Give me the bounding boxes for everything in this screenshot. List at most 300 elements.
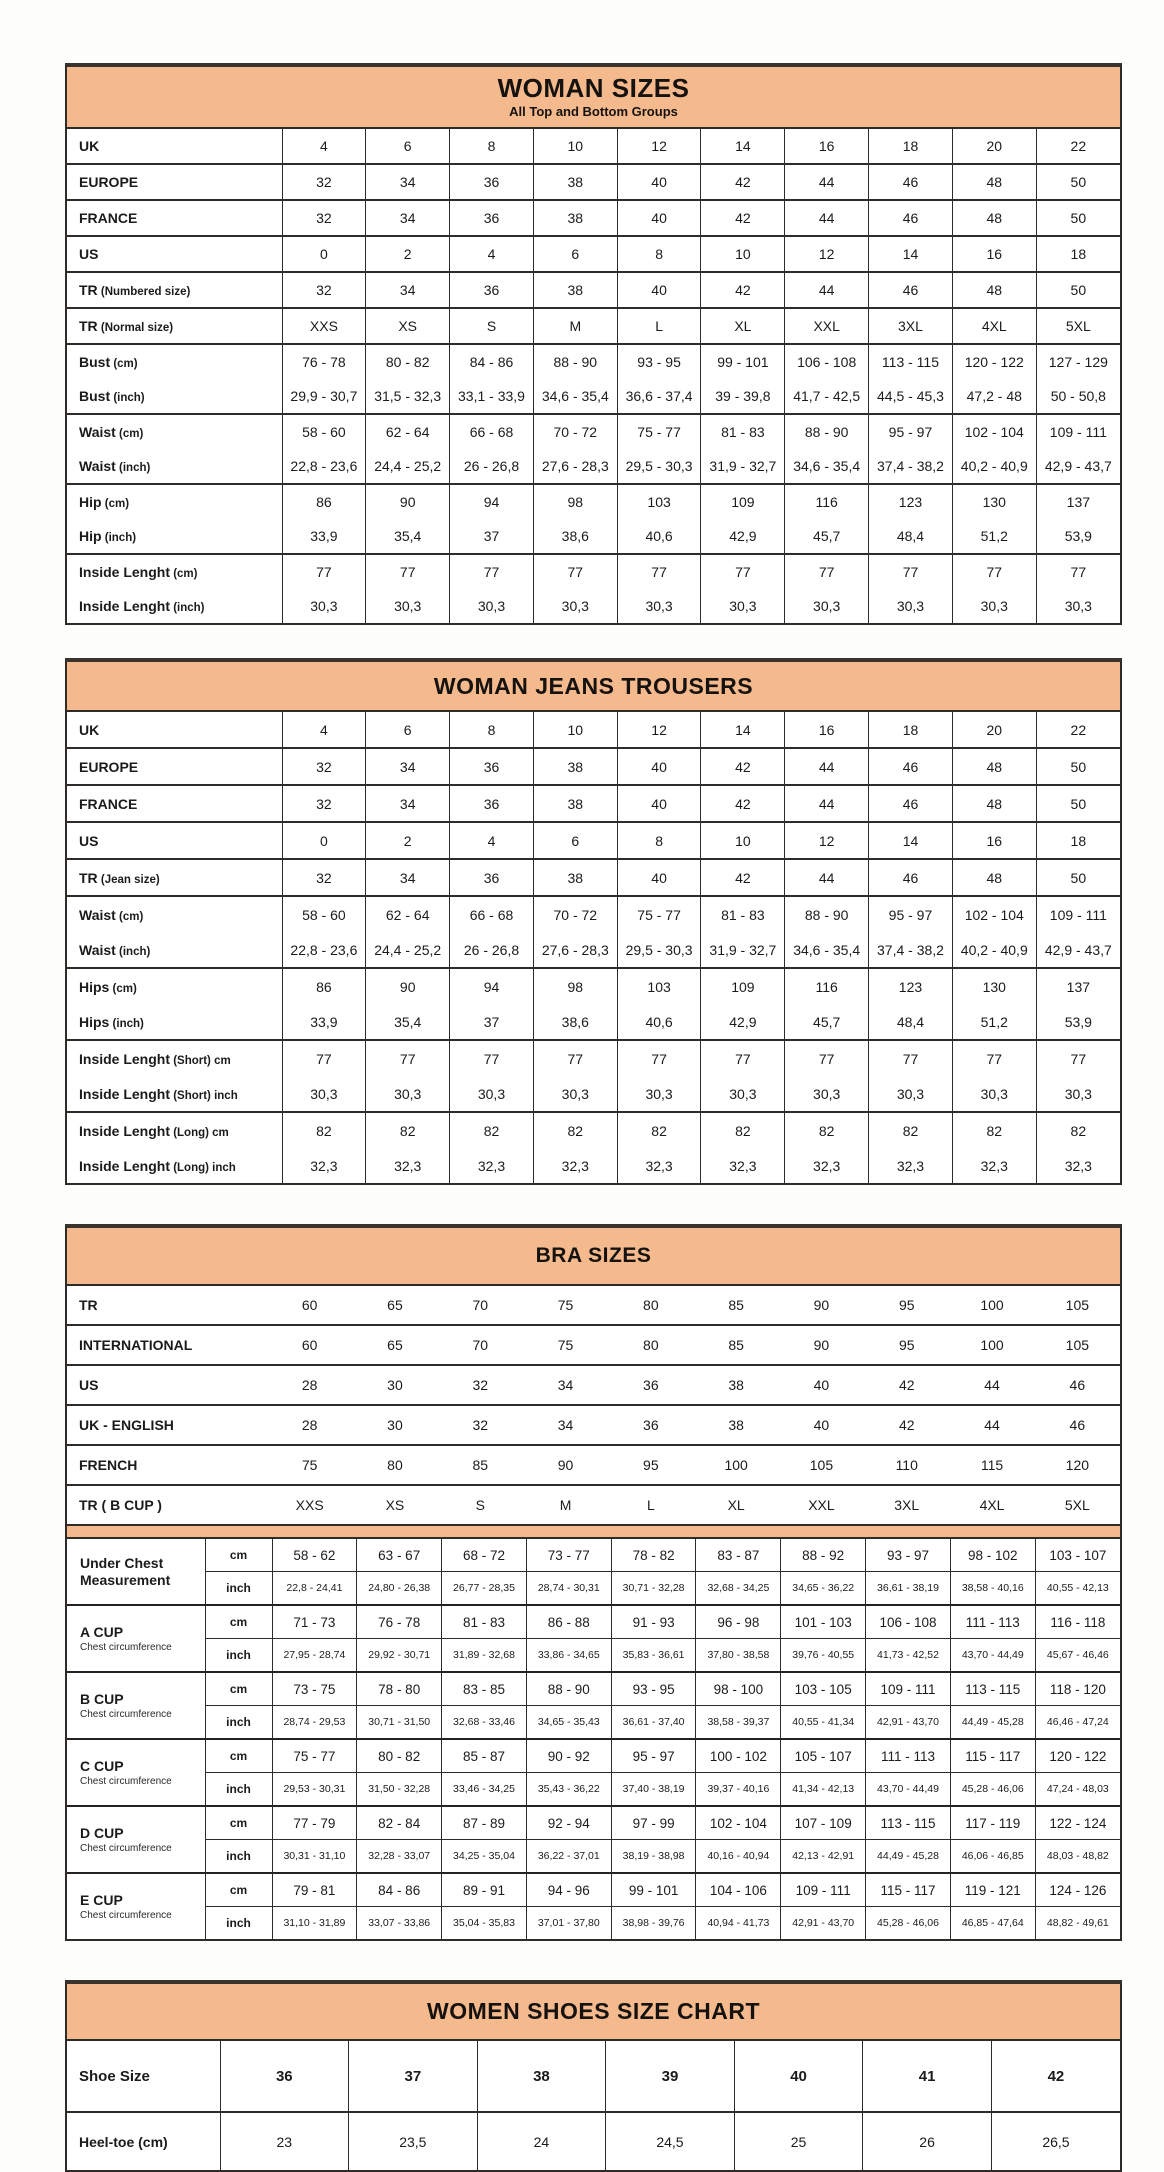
size-value: 42: [701, 748, 785, 785]
size-value: 33,86 - 34,65: [526, 1639, 611, 1673]
size-value: 33,9: [282, 519, 366, 554]
size-value: 37: [450, 519, 534, 554]
size-value: 46: [1035, 1405, 1120, 1445]
size-value: 42: [701, 200, 785, 236]
row-label: Inside Lenght (Short) cm: [67, 1040, 282, 1076]
size-value: 30,3: [1036, 589, 1120, 623]
size-value: M: [523, 1485, 608, 1524]
size-value: 116 - 118: [1035, 1605, 1120, 1639]
size-value: 26 - 26,8: [450, 932, 534, 968]
size-value: 58 - 60: [282, 896, 366, 932]
size-value: 99 - 101: [701, 344, 785, 379]
size-value: 38,6: [533, 1004, 617, 1040]
size-value: 29,53 - 30,31: [272, 1773, 357, 1807]
size-value: 99 - 101: [611, 1873, 696, 1907]
size-value: 46: [869, 785, 953, 822]
size-value: 50: [1036, 859, 1120, 896]
size-value: 29,5 - 30,3: [617, 449, 701, 484]
size-value: 90: [366, 484, 450, 519]
size-value: 103 - 107: [1035, 1539, 1120, 1572]
size-value: 37,40 - 38,19: [611, 1773, 696, 1807]
size-value: 46: [869, 164, 953, 200]
size-value: 22,8 - 23,6: [282, 932, 366, 968]
size-value: 39: [606, 2041, 735, 2112]
shoes-size-table: [65, 1980, 1122, 2172]
size-value: 77 - 79: [272, 1806, 357, 1840]
size-value: 84 - 86: [357, 1873, 442, 1907]
size-value: 51,2: [952, 519, 1036, 554]
size-value: 32,68 - 34,25: [696, 1572, 781, 1606]
size-value: 22: [1036, 129, 1120, 164]
size-value: 76 - 78: [357, 1605, 442, 1639]
size-value: 106 - 108: [866, 1605, 951, 1639]
size-value: S: [438, 1485, 523, 1524]
size-value: 26 - 26,8: [450, 449, 534, 484]
size-value: 46,06 - 46,85: [950, 1840, 1035, 1874]
row-label: US: [67, 1365, 267, 1405]
size-value: 58 - 62: [272, 1539, 357, 1572]
size-value: 32,68 - 33,46: [442, 1706, 527, 1740]
size-value: 22,8 - 23,6: [282, 449, 366, 484]
size-value: 70: [472, 1297, 489, 1313]
size-value: 130: [952, 484, 1036, 519]
size-value: 30,3: [282, 1076, 366, 1112]
size-value: 46,46 - 47,24: [1035, 1706, 1120, 1740]
size-value: 18: [869, 712, 953, 748]
size-value: 2: [366, 236, 450, 272]
size-value: 32,3: [785, 1148, 869, 1183]
size-value: 32,3: [366, 1148, 450, 1183]
size-value: 111 - 113: [950, 1605, 1035, 1639]
size-value: 14: [701, 712, 785, 748]
size-value: 46: [1035, 1365, 1120, 1405]
size-value: 36: [608, 1405, 693, 1445]
row-label: UK: [79, 721, 100, 738]
size-value: 82: [869, 1112, 953, 1148]
size-value: 87 - 89: [442, 1806, 527, 1840]
table-title: WOMAN SIZES: [497, 72, 690, 103]
size-value: 78 - 82: [611, 1539, 696, 1572]
size-value: 42: [701, 272, 785, 308]
row-label: TR ( B CUP ): [67, 1485, 267, 1524]
size-value: 73 - 75: [272, 1672, 357, 1706]
size-value: 8: [450, 129, 534, 164]
row-label: Waist (cm): [67, 414, 282, 449]
size-value: 40: [617, 859, 701, 896]
unit-label-inch: inch: [205, 1639, 272, 1673]
size-value: 30,71 - 31,50: [357, 1706, 442, 1740]
unit-label-cm: cm: [205, 1739, 272, 1773]
size-value: 82: [617, 1112, 701, 1148]
table-title: BRA SIZES: [535, 1243, 652, 1267]
size-value: 45,28 - 46,06: [950, 1773, 1035, 1807]
size-value: 82: [785, 1112, 869, 1148]
size-value: 41,7 - 42,5: [785, 379, 869, 414]
size-value: 41,34 - 42,13: [781, 1773, 866, 1807]
size-value: 34,65 - 36,22: [781, 1572, 866, 1606]
size-value: 75: [523, 1325, 608, 1365]
size-value: 44: [785, 200, 869, 236]
size-value: 97 - 99: [611, 1806, 696, 1840]
size-value: XL: [693, 1485, 778, 1524]
woman-sizes-rows: [67, 129, 1120, 623]
size-value: 38,19 - 38,98: [611, 1840, 696, 1874]
size-value: 60: [267, 1325, 352, 1365]
size-value: 27,6 - 28,3: [533, 932, 617, 968]
size-value: 36: [450, 164, 534, 200]
size-value: 88 - 90: [785, 414, 869, 449]
size-value: 38: [533, 859, 617, 896]
size-value: 0: [282, 236, 366, 272]
row-label: EUROPE: [67, 748, 282, 785]
size-value: 20: [952, 712, 1036, 748]
bra-sizes-table: [65, 1224, 1122, 1941]
size-value: 10: [533, 712, 617, 748]
size-value: 38,6: [533, 519, 617, 554]
size-value: 44: [949, 1365, 1034, 1405]
size-value: 30,3: [533, 589, 617, 623]
size-value: XL: [701, 308, 785, 344]
unit-label-inch: inch: [205, 1706, 272, 1740]
size-value: 70 - 72: [533, 896, 617, 932]
size-value: 50: [1036, 200, 1120, 236]
size-value: 77: [1036, 1040, 1120, 1076]
size-value: 40: [734, 2041, 863, 2112]
size-value: 77: [533, 1040, 617, 1076]
size-value: 48: [952, 748, 1036, 785]
size-value: 34: [366, 200, 450, 236]
size-value: 26,77 - 28,35: [442, 1572, 527, 1606]
unit-label-cm: cm: [205, 1873, 272, 1907]
size-value: 92 - 94: [526, 1806, 611, 1840]
size-value: 40: [617, 748, 701, 785]
size-value: 29,5 - 30,3: [617, 932, 701, 968]
size-value: 4: [282, 129, 366, 164]
row-label: Bust (cm): [67, 344, 282, 379]
size-value: 18: [1036, 236, 1120, 272]
size-value: 36,6 - 37,4: [617, 379, 701, 414]
size-value: 40,6: [617, 519, 701, 554]
size-value: 85 - 87: [442, 1739, 527, 1773]
size-value: 40: [779, 1405, 864, 1445]
size-value: 79 - 81: [272, 1873, 357, 1907]
size-value: 109: [701, 968, 785, 1004]
size-value: 83 - 85: [442, 1672, 527, 1706]
size-value: 50: [1036, 785, 1120, 822]
size-value: 38: [533, 748, 617, 785]
size-value: 44: [785, 272, 869, 308]
size-value: 77: [701, 554, 785, 589]
size-value: 35,43 - 36,22: [526, 1773, 611, 1807]
size-value: 36: [450, 748, 534, 785]
size-value: 116: [785, 968, 869, 1004]
size-value: 46,85 - 47,64: [950, 1907, 1035, 1940]
size-value: 90: [779, 1325, 864, 1365]
size-value: XXS: [282, 308, 366, 344]
size-value: 117 - 119: [950, 1806, 1035, 1840]
size-value: M: [533, 308, 617, 344]
size-value: 124 - 126: [1035, 1873, 1120, 1907]
size-value: 32: [282, 785, 366, 822]
size-value: 109 - 111: [866, 1672, 951, 1706]
cup-row-label: E CUP Chest circumference: [67, 1873, 205, 1939]
size-value: 58 - 60: [282, 414, 366, 449]
size-value: 77: [282, 1040, 366, 1076]
bra-cup-rows: [67, 1539, 1120, 1939]
size-value: 77: [366, 1040, 450, 1076]
unit-label-inch: inch: [205, 1907, 272, 1940]
size-value: 6: [533, 822, 617, 859]
size-value: 86 - 88: [526, 1605, 611, 1639]
size-value: 45,28 - 46,06: [866, 1907, 951, 1940]
size-value: 100: [949, 1325, 1034, 1365]
size-value: 27,95 - 28,74: [272, 1639, 357, 1673]
size-value: 14: [869, 822, 953, 859]
size-value: 42,9 - 43,7: [1036, 932, 1120, 968]
size-value: 23: [220, 2112, 349, 2170]
size-value: 32: [282, 164, 366, 200]
size-value: 22,8 - 24,41: [272, 1572, 357, 1606]
size-value: 123: [869, 484, 953, 519]
size-value: 95: [608, 1445, 693, 1485]
size-value: 43,70 - 44,49: [950, 1639, 1035, 1673]
size-value: 4: [282, 712, 366, 748]
size-value: 85: [438, 1445, 523, 1485]
size-value: 113 - 115: [950, 1672, 1035, 1706]
size-value: 82: [952, 1112, 1036, 1148]
size-value: 32,3: [952, 1148, 1036, 1183]
size-value: 32,3: [869, 1148, 953, 1183]
size-value: 47,24 - 48,03: [1035, 1773, 1120, 1807]
size-value: 30,3: [701, 1076, 785, 1112]
size-value: 34: [366, 272, 450, 308]
size-value: 48: [952, 272, 1036, 308]
size-value: 44: [949, 1405, 1034, 1445]
size-value: 44: [785, 748, 869, 785]
size-value: 40: [779, 1365, 864, 1405]
size-value: 91 - 93: [611, 1605, 696, 1639]
size-value: 44,5 - 45,3: [869, 379, 953, 414]
size-value: 25: [734, 2112, 863, 2170]
size-value: 33,1 - 33,9: [450, 379, 534, 414]
size-value: 75 - 77: [617, 414, 701, 449]
size-value: 105: [1035, 1325, 1120, 1365]
size-value: 70: [438, 1325, 523, 1365]
size-value: 34,6 - 35,4: [785, 932, 869, 968]
size-value: 6: [366, 712, 450, 748]
size-value: 30,3: [617, 1076, 701, 1112]
size-value: 16: [785, 129, 869, 164]
size-value: 82: [533, 1112, 617, 1148]
row-label: Inside Lenght (Long) inch: [79, 1157, 236, 1174]
size-value: 42,9: [701, 1004, 785, 1040]
size-value: 37,80 - 38,58: [696, 1639, 781, 1673]
orange-divider-strip: [67, 1524, 1120, 1539]
size-value: 95: [864, 1325, 949, 1365]
unit-label-inch: inch: [205, 1840, 272, 1874]
size-value: 29,9 - 30,7: [282, 379, 366, 414]
size-value: 38: [533, 164, 617, 200]
size-value: 36: [450, 785, 534, 822]
row-label: TR (Normal size): [67, 308, 282, 344]
size-value: 39,76 - 40,55: [781, 1639, 866, 1673]
size-value: 47,2 - 48: [952, 379, 1036, 414]
size-value: 24,5: [606, 2112, 735, 2170]
size-value: 26: [863, 2112, 992, 2170]
size-value: 34,6 - 35,4: [785, 449, 869, 484]
size-value: 90: [366, 968, 450, 1004]
size-value: 46: [869, 272, 953, 308]
size-value: 111 - 113: [866, 1739, 951, 1773]
size-value: 104 - 106: [696, 1873, 781, 1907]
size-value: 42,9: [701, 519, 785, 554]
row-label: Shoe Size: [79, 2067, 150, 2085]
size-value: 46: [869, 859, 953, 896]
size-value: 53,9: [1036, 519, 1120, 554]
size-value: 50: [1036, 748, 1120, 785]
size-value: 123: [869, 968, 953, 1004]
size-value: 36,22 - 37,01: [526, 1840, 611, 1874]
size-value: 86: [282, 484, 366, 519]
size-value: 30: [352, 1365, 437, 1405]
unit-label-inch: inch: [205, 1773, 272, 1807]
size-value: 42,91 - 43,70: [866, 1706, 951, 1740]
size-value: 50: [1036, 272, 1120, 308]
size-value: 5XL: [1035, 1485, 1120, 1524]
size-value: 40,55 - 41,34: [781, 1706, 866, 1740]
cup-row-label: Under Chest Measurement: [80, 1555, 171, 1588]
size-value: 82: [282, 1112, 366, 1148]
size-value: 32,3: [533, 1148, 617, 1183]
size-value: 48,03 - 48,82: [1035, 1840, 1120, 1874]
size-value: 95 - 97: [869, 414, 953, 449]
size-value: 119 - 121: [950, 1873, 1035, 1907]
size-value: 100: [980, 1297, 1004, 1313]
size-value: XS: [366, 308, 450, 344]
size-value: 95 - 97: [869, 896, 953, 932]
size-value: 45,67 - 46,46: [1035, 1639, 1120, 1673]
table-title: WOMEN SHOES SIZE CHART: [426, 1998, 760, 2025]
woman-sizes-grid: [67, 129, 1120, 623]
size-value: 16: [952, 236, 1036, 272]
unit-label-inch: inch: [205, 1572, 272, 1606]
size-value: 0: [282, 822, 366, 859]
row-label: Waist (inch): [79, 941, 151, 958]
size-value: 32,3: [282, 1148, 366, 1183]
size-value: 10: [701, 822, 785, 859]
size-value: 40,2 - 40,9: [952, 932, 1036, 968]
size-value: 80: [608, 1325, 693, 1365]
size-value: 63 - 67: [357, 1539, 442, 1572]
size-value: 36: [450, 859, 534, 896]
size-value: 22: [1036, 712, 1120, 748]
row-label: EUROPE: [67, 164, 282, 200]
size-value: 30,31 - 31,10: [272, 1840, 357, 1874]
size-value: 105: [779, 1445, 864, 1485]
size-value: 32: [438, 1365, 523, 1405]
size-value: 50 - 50,8: [1036, 379, 1120, 414]
size-value: 48,4: [869, 1004, 953, 1040]
size-value: 40: [617, 200, 701, 236]
row-label: US: [67, 822, 282, 859]
size-value: 30,3: [952, 1076, 1036, 1112]
size-value: 103 - 105: [781, 1672, 866, 1706]
size-value: 77: [533, 554, 617, 589]
row-label: Inside Lenght (Long) cm: [67, 1112, 282, 1148]
row-label: Bust (inch): [79, 388, 145, 404]
size-value: XXL: [785, 308, 869, 344]
size-value: 38: [533, 785, 617, 822]
size-value: 42: [701, 859, 785, 896]
cup-row-label: B CUP Chest circumference: [67, 1672, 205, 1739]
size-value: 81 - 83: [701, 414, 785, 449]
size-value: 65: [387, 1297, 403, 1313]
size-value: 32: [282, 748, 366, 785]
row-label: FRENCH: [67, 1445, 267, 1485]
size-value: 48: [952, 200, 1036, 236]
size-value: 30,3: [533, 1076, 617, 1112]
size-value: 80 - 82: [366, 344, 450, 379]
size-value: 45,7: [785, 1004, 869, 1040]
size-value: 45,7: [785, 519, 869, 554]
size-value: XXS: [267, 1485, 352, 1524]
size-value: 105: [1065, 1297, 1090, 1313]
row-label: UK - ENGLISH: [67, 1405, 267, 1445]
size-value: 80 - 82: [357, 1739, 442, 1773]
size-value: 35,4: [366, 519, 450, 554]
row-label: INTERNATIONAL: [67, 1325, 267, 1365]
size-value: 62 - 64: [366, 414, 450, 449]
size-value: 4: [450, 236, 534, 272]
size-value: L: [617, 308, 701, 344]
row-label: Hip (cm): [67, 484, 282, 519]
size-value: 115 - 117: [950, 1739, 1035, 1773]
size-value: 93 - 95: [617, 344, 701, 379]
size-value: 88 - 92: [781, 1539, 866, 1572]
size-value: 8: [617, 236, 701, 272]
row-label: Inside Lenght (Short) inch: [79, 1085, 238, 1102]
size-value: 6: [533, 236, 617, 272]
size-value: 46: [869, 200, 953, 236]
unit-label-cm: cm: [205, 1806, 272, 1840]
size-value: 77: [1036, 554, 1120, 589]
size-value: 30,3: [617, 589, 701, 623]
size-value: 39 - 39,8: [701, 379, 785, 414]
size-value: 98: [533, 484, 617, 519]
size-value: 42: [701, 164, 785, 200]
jeans-trousers-grid: [67, 712, 1120, 1183]
size-value: 75 - 77: [617, 896, 701, 932]
size-value: 48,82 - 49,61: [1035, 1907, 1120, 1940]
size-value: 89 - 91: [442, 1873, 527, 1907]
jeans-trousers-rows: [67, 712, 1120, 1183]
size-value: 98: [533, 968, 617, 1004]
size-value: 113 - 115: [869, 344, 953, 379]
size-value: 35,4: [366, 1004, 450, 1040]
size-value: 116: [785, 484, 869, 519]
shoes-grid: [67, 2041, 1120, 2170]
size-value: 77: [450, 1040, 534, 1076]
row-label: Waist (inch): [79, 458, 151, 474]
table-subtitle: All Top and Bottom Groups: [509, 104, 678, 120]
size-value: 53,9: [1036, 1004, 1120, 1040]
size-value: 32,3: [1036, 1148, 1120, 1183]
size-value: 6: [366, 129, 450, 164]
size-value: 77: [952, 554, 1036, 589]
size-value: 82: [450, 1112, 534, 1148]
size-value: 8: [450, 712, 534, 748]
size-value: 12: [785, 822, 869, 859]
